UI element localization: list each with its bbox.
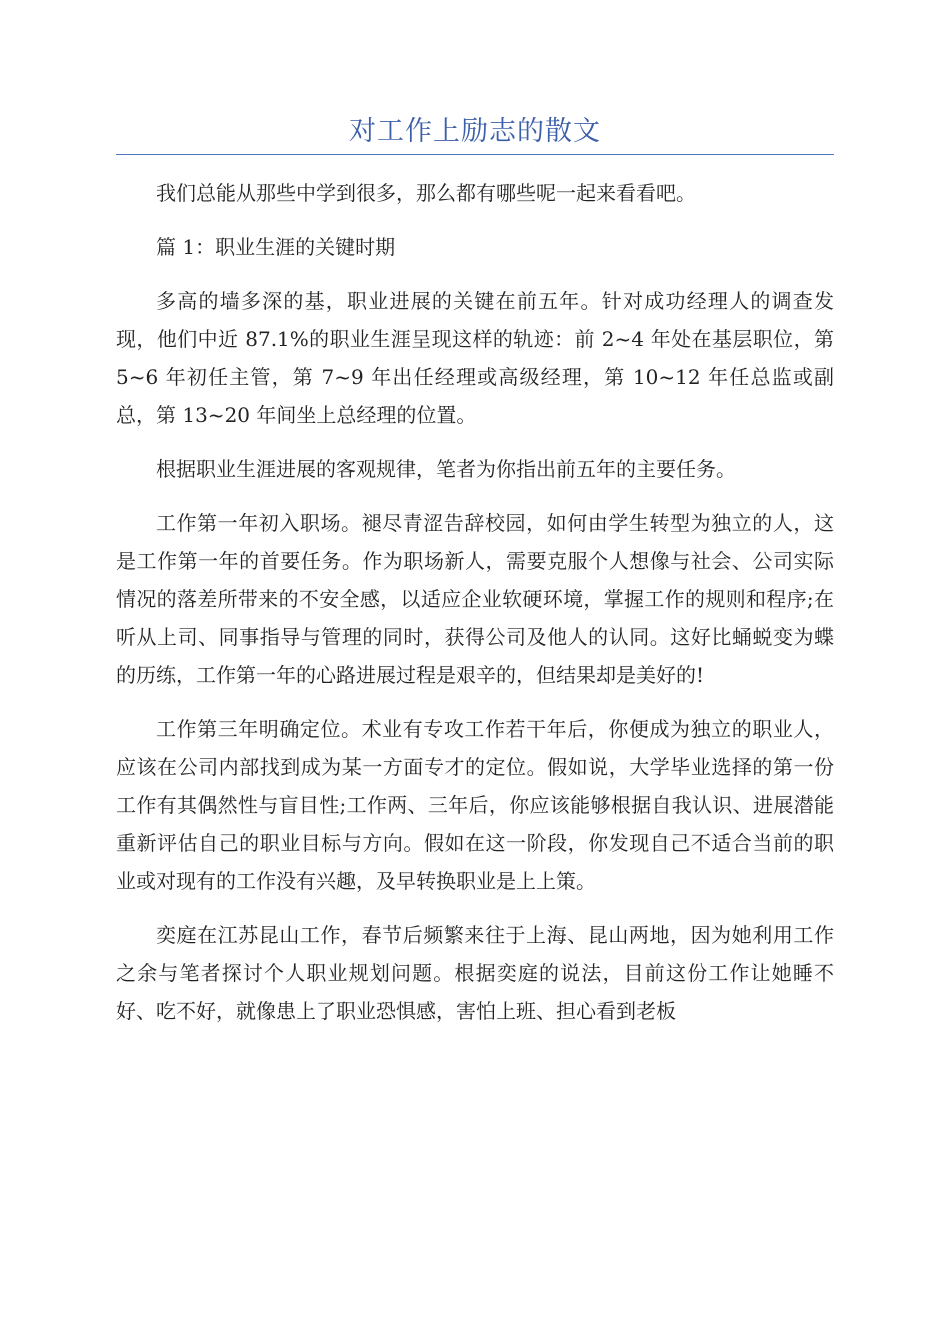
- paragraph: 根据职业生涯进展的客观规律，笔者为你指出前五年的主要任务。: [156, 457, 736, 481]
- paragraph: 工作第三年明确定位。术业有专攻工作若干年后，你便成为独立的职业人，应该在公司内部找到成为某一方面专才的定位。假如说，大学毕业选择的第一份工作有其偶然性与盲目性;工作两、三年后，你应该能够根据自我认识、进展潜能重新评估自己的职业目标与方向。假如在这一阶段，你发现自己不适合当前的职业或对现有的工作没有兴趣，及早转换职业是上上策。: [116, 717, 834, 893]
- section-heading: 篇 1：职业生涯的关键时期: [156, 235, 396, 259]
- paragraph: 多高的墙多深的基，职业进展的关键在前五年。针对成功经理人的调查发现，他们中近 87.1%的职业生涯呈现这样的轨迹：前 2~4 年处在基层职位，第 5~6 年初任主管，第 7~9 年出任经理或高级经理，第 10~12 年任总监或副总，第 13~20 年间坐上总经理的位置。: [116, 289, 834, 427]
- paragraph-intro: 我们总能从那些中学到很多，那么都有哪些呢一起来看看吧。: [156, 181, 696, 205]
- page-title: 对工作上励志的散文: [349, 116, 601, 147]
- document-body: [116, 174, 834, 1046]
- title-underline: [116, 154, 834, 155]
- paragraph: 工作第一年初入职场。褪尽青涩告辞校园，如何由学生转型为独立的人，这是工作第一年的首要任务。作为职场新人，需要克服个人想像与社会、公司实际情况的落差所带来的不安全感，以适应企业软硬环境，掌握工作的规则和程序;在听从上司、同事指导与管理的同时，获得公司及他人的认同。这好比蛹蜕变为蝶的历练，工作第一年的心路进展过程是艰辛的，但结果却是美好的!: [116, 511, 834, 687]
- paragraph: 奕庭在江苏昆山工作，春节后频繁来往于上海、昆山两地，因为她利用工作之余与笔者探讨个人职业规划问题。根据奕庭的说法，目前这份工作让她睡不好、吃不好，就像患上了职业恐惧感，害怕上班、担心看到老板: [116, 923, 834, 1023]
